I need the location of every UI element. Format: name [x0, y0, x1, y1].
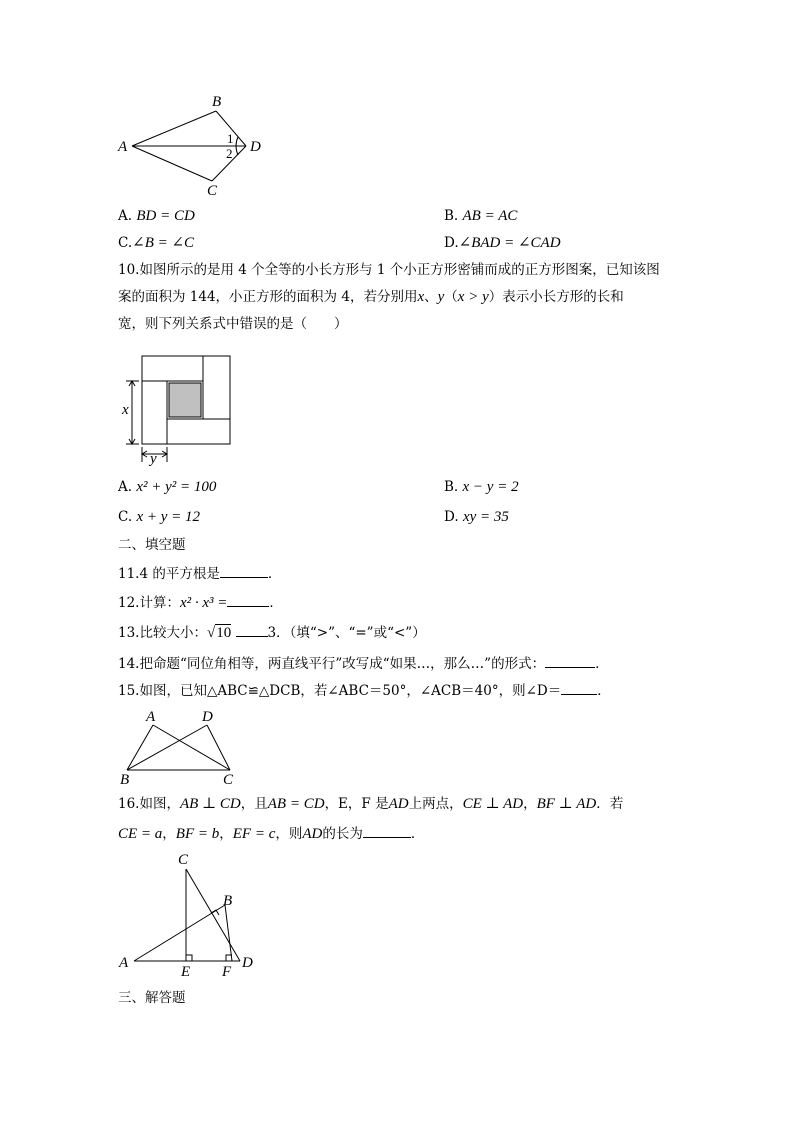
q10-option-d[interactable]: D. xy = 35 — [444, 509, 509, 525]
q14-answer-blank[interactable] — [545, 653, 595, 668]
q10-figure — [115, 350, 235, 468]
q10-label-y: y — [150, 451, 157, 467]
q16-answer-blank[interactable] — [363, 823, 411, 838]
q10-option-a[interactable]: A. x² + y² = 100 — [118, 479, 217, 495]
q16-label-b: B — [223, 893, 233, 909]
q16-text-line1: 16.如图，AB ⊥ CD，且AB = CD，E，F 是AD上两点，CE ⊥ AD，BF ⊥ AD．若 — [118, 796, 624, 812]
q12-text: 12.计算：x² · x³ = ． — [118, 592, 283, 613]
q16-label-c: C — [178, 852, 189, 868]
q9-label-b: B — [212, 94, 222, 110]
q13-text: 13.比较大小：√10 3．（填“>”、“=”或“<”） — [118, 622, 426, 643]
q15-label-c: C — [223, 772, 234, 788]
q15-text: 15.如图，已知△ABC≌△DCB，若∠ABC＝50°，∠ACB＝40°，则∠D＝ ． — [118, 680, 611, 701]
q11-text: 11.4 的平方根是 ． — [118, 563, 281, 584]
q9-option-d[interactable]: D.∠BAD = ∠CAD — [444, 235, 561, 251]
q9-label-c: C — [207, 183, 218, 199]
q9-option-b[interactable]: B. AB = AC — [444, 208, 518, 224]
q16-label-a: A — [119, 955, 129, 971]
q16-label-d: D — [242, 955, 253, 971]
q10-option-c[interactable]: C. x + y = 12 — [118, 509, 200, 525]
q11-answer-blank[interactable] — [220, 563, 268, 578]
q9-angle-1: 1 — [227, 131, 234, 146]
q16-label-e: E — [181, 964, 191, 980]
q9-angle-2: 2 — [226, 146, 233, 161]
q10-text-line3: 宽，则下列关系式中错误的是（ ） — [118, 316, 348, 332]
q14-text: 14.把命题“同位角相等，两直线平行”改写成“如果…，那么…”的形式： ． — [118, 653, 609, 674]
q12-answer-blank[interactable] — [227, 592, 269, 607]
q15-label-a: A — [146, 709, 156, 725]
q15-label-d: D — [202, 709, 213, 725]
q16-text-line2: CE = a，BF = b，EF = c，则AD的长为 ． — [118, 823, 424, 844]
q9-label-a: A — [118, 139, 128, 155]
section-fill-in-heading: 二、填空题 — [118, 537, 186, 553]
q10-option-b[interactable]: B. x − y = 2 — [444, 479, 519, 495]
q9-option-c[interactable]: C.∠B = ∠C — [118, 235, 195, 251]
q9-option-a[interactable]: A. BD = CD — [118, 208, 195, 224]
q15-label-b: B — [120, 772, 130, 788]
q13-answer-blank[interactable] — [236, 622, 268, 637]
q10-label-x: x — [122, 402, 129, 418]
q9-label-d: D — [250, 139, 261, 155]
q15-answer-blank[interactable] — [561, 680, 597, 695]
q16-label-f: F — [222, 964, 232, 980]
q15-figure — [112, 704, 252, 788]
section-solve-heading: 三、解答题 — [118, 990, 186, 1006]
q9-figure — [110, 92, 280, 200]
q10-text-line2: 案的面积为 144，小正方形的面积为 4，若分别用x、y（x > y）表示小长方形的长和 — [118, 289, 624, 305]
q16-figure — [112, 848, 272, 980]
q10-text-line1: 10.如图所示的是用 4 个全等的小长方形与 1 个小正方形密铺而成的正方形图案，已知该图 — [118, 262, 660, 278]
